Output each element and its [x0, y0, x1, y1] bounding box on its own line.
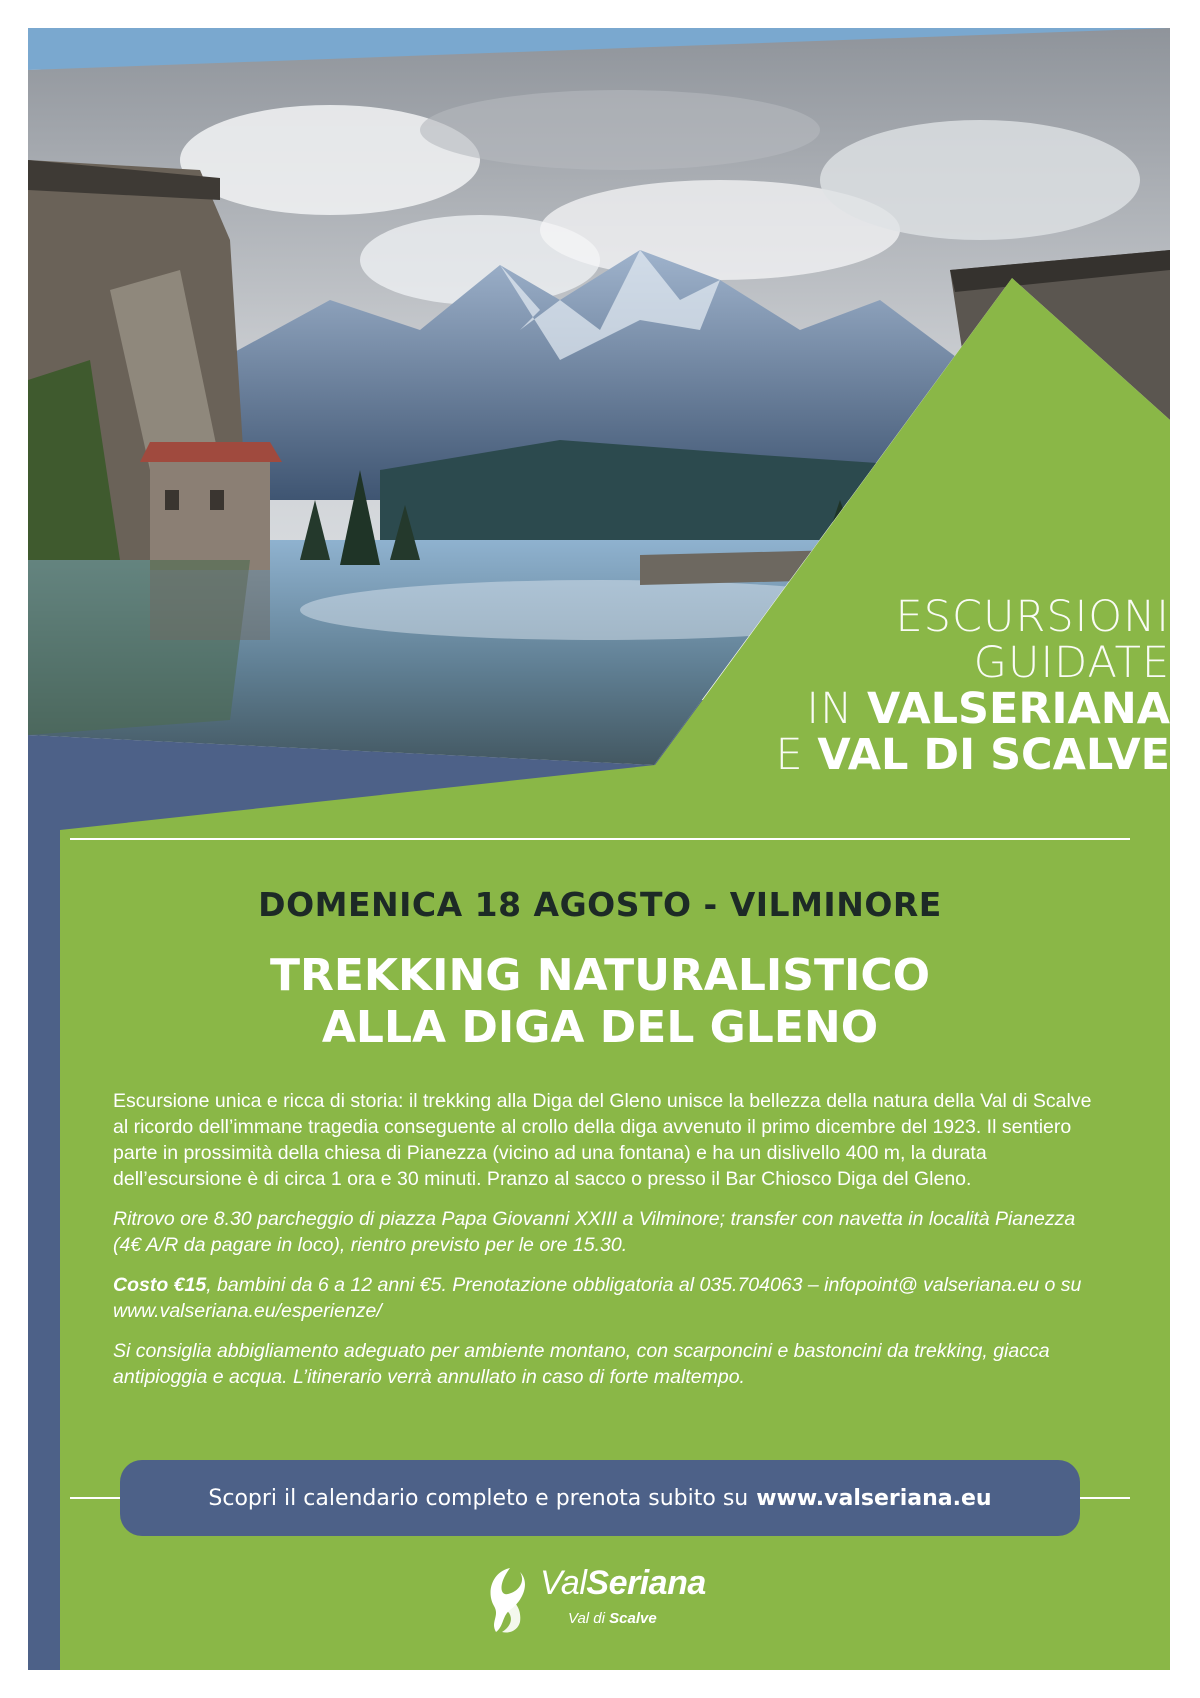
advice-paragraph: Si consiglia abbigliamento adeguato per ambiente montano, con scarponcini e bastoncini da trekking, giacca antipioggia e acqua. L’itinerario verrà annullato in caso di forte maltempo.: [113, 1340, 1050, 1388]
meeting-info-paragraph: Ritrovo ore 8.30 parcheggio di piazza Papa Giovanni XXIII a Vilminore; transfer con navetta in località Pianezza (4€ A/R da pagare in loco), rientro previsto per le ore 15.30.: [113, 1208, 1076, 1256]
event-title-line2: ALLA DIGA DEL GLENO: [321, 1002, 879, 1053]
cta-text: Scopri il calendario completo e prenota subito su: [208, 1485, 749, 1511]
logo-word2: Seriana: [586, 1564, 706, 1602]
cost-label: Costo €15: [113, 1274, 207, 1296]
event-title: [60, 950, 1140, 1054]
headline: [570, 594, 1170, 778]
top-divider: [70, 838, 1130, 840]
logo-wordmark: [540, 1564, 706, 1603]
headline-line4-bold: VAL DI SCALVE: [817, 730, 1170, 780]
logo-word1: Val: [540, 1564, 587, 1602]
logo-sub1: Val di: [568, 1610, 605, 1627]
headline-line3-bold: VALSERIANA: [866, 684, 1170, 734]
logo-sub2: Scalve: [609, 1610, 657, 1627]
event-description: [113, 1088, 1098, 1404]
headline-line2: GUIDATE: [973, 638, 1170, 688]
description-paragraph: Escursione unica e ricca di storia: il trekking alla Diga del Gleno unisce la bellezza della natura della Val di Scalve al ricordo dell’immane tragedia conseguente al crollo della diga avvenuto il primo dicembre del 1923. Il sentiero parte in prossimità della chiesa di Pianezza (vicino ad una fontana) e ha un dislivello 400 m, la durata dell’escursione è di circa 1 ora e 30 minuti. Pranzo al sacco o presso il Bar Chiosco Diga del Gleno.: [113, 1090, 1092, 1190]
headline-line1: ESCURSIONI: [895, 592, 1170, 642]
valseriana-logo-icon: [480, 1560, 540, 1640]
calendar-cta-banner[interactable]: [120, 1460, 1080, 1536]
headline-line4-prefix: E: [775, 730, 804, 780]
cost-details: , bambini da 6 a 12 anni €5. Prenotazione obbligatoria al 035.704063 – infopoint@ valseriana.eu o su www.valseriana.eu/esperienze/: [113, 1274, 1082, 1322]
event-date-location: DOMENICA 18 AGOSTO - VILMINORE: [258, 885, 942, 924]
cost-paragraph: [113, 1272, 1098, 1324]
cta-link[interactable]: www.valseriana.eu: [756, 1485, 992, 1511]
event-title-line1: TREKKING NATURALISTICO: [269, 950, 931, 1001]
headline-line3-prefix: IN: [806, 684, 854, 734]
logo-subtitle: [568, 1610, 657, 1627]
valseriana-logo: [480, 1560, 730, 1640]
